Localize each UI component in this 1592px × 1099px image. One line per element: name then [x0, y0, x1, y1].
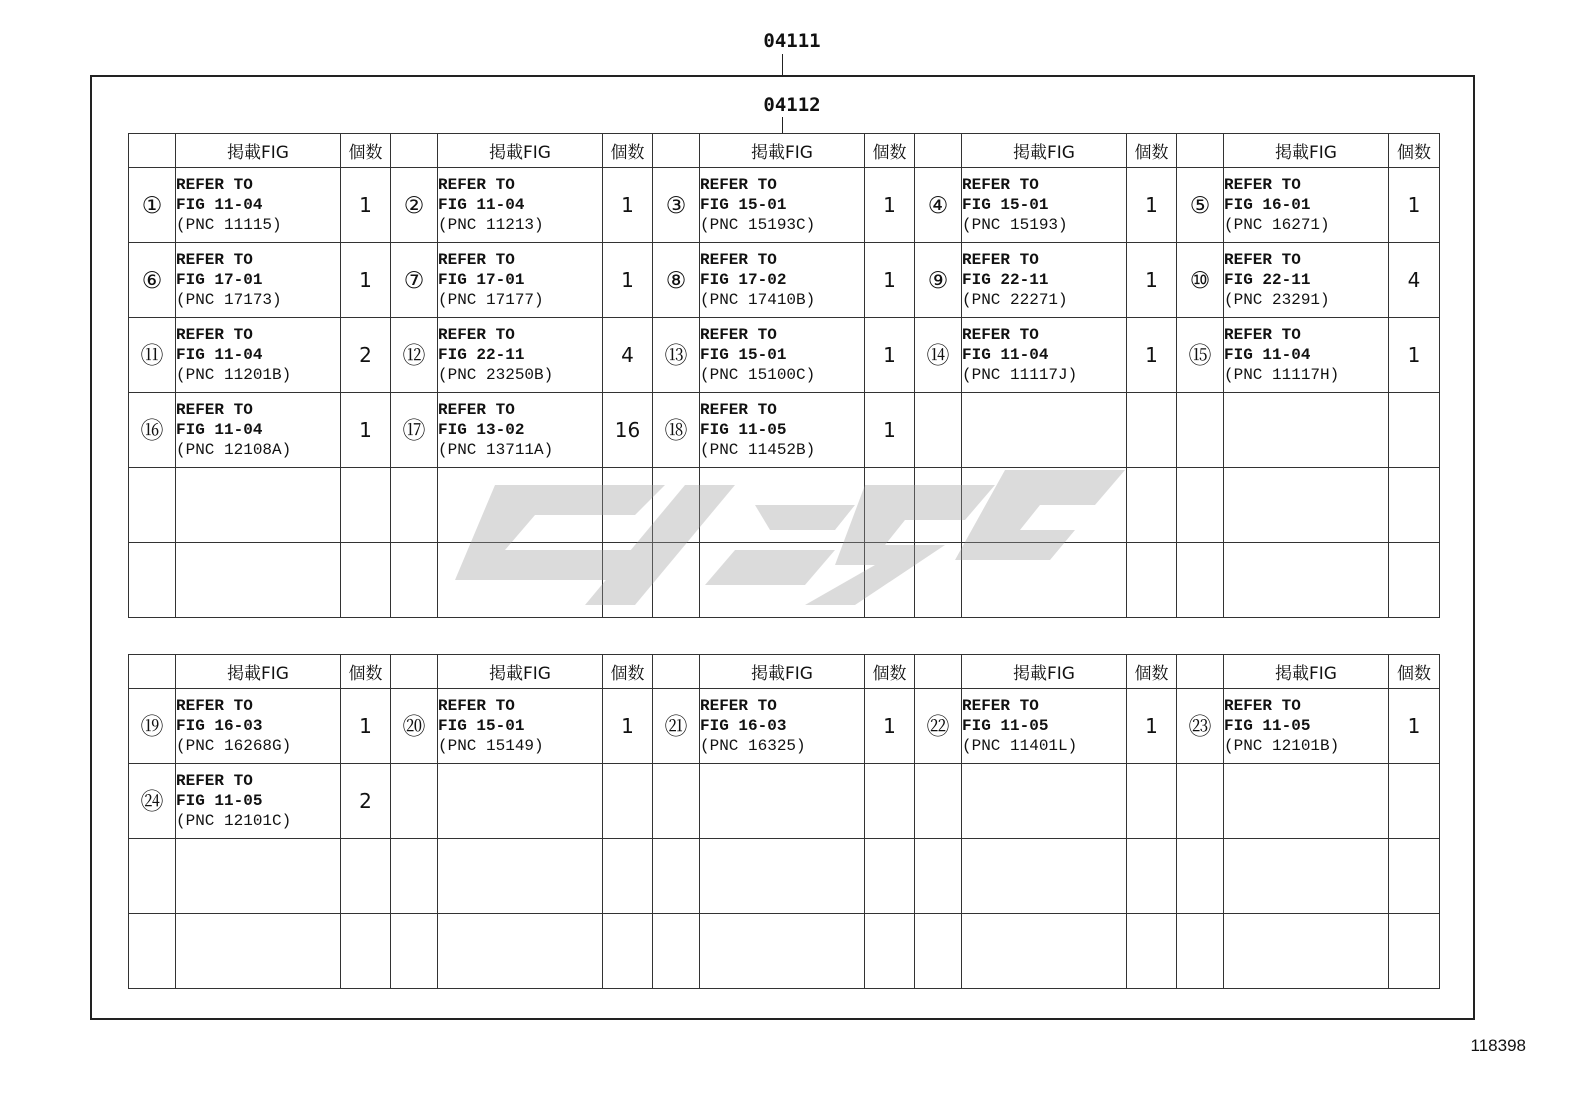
item-number-label: ⑮ [1188, 343, 1212, 369]
fig-reference-line3: (PNC 16268G) [176, 737, 292, 755]
quantity-value [1127, 393, 1177, 468]
table-row [129, 914, 1440, 989]
fig-reference-line3: (PNC 11401L) [962, 737, 1078, 755]
fig-reference-line1: REFER TO [962, 326, 1039, 344]
item-number [653, 393, 700, 468]
quantity-value: 1 [1389, 168, 1440, 243]
fig-reference [700, 468, 865, 543]
fig-reference [962, 168, 1127, 243]
fig-reference-line1: REFER TO [1224, 697, 1301, 715]
fig-reference-line2: FIG 15-01 [700, 346, 787, 364]
item-number [391, 318, 438, 393]
fig-reference [176, 914, 341, 989]
fig-reference [438, 393, 603, 468]
fig-reference-line3: (PNC 11117H) [1224, 366, 1340, 384]
fig-reference-line2: FIG 11-05 [176, 792, 263, 810]
item-number [653, 914, 700, 989]
item-number-label: ⑨ [927, 268, 949, 294]
fig-reference [438, 764, 603, 839]
quantity-value [865, 543, 915, 618]
quantity-value [1389, 543, 1440, 618]
fig-reference-line1: REFER TO [438, 326, 515, 344]
fig-reference [1224, 689, 1389, 764]
fig-reference-line2: FIG 11-04 [962, 346, 1049, 364]
item-number-label: ⑰ [402, 418, 426, 444]
item-number [1177, 468, 1224, 543]
fig-reference [962, 243, 1127, 318]
quantity-value: 1 [865, 168, 915, 243]
quantity-value: 1 [603, 168, 653, 243]
fig-reference-line2: FIG 11-05 [700, 421, 787, 439]
fig-reference [700, 764, 865, 839]
fig-reference-line2: FIG 15-01 [700, 196, 787, 214]
table-header-row [129, 134, 1440, 168]
item-number [653, 839, 700, 914]
item-number [1177, 393, 1224, 468]
item-number [653, 543, 700, 618]
fig-reference-line1: REFER TO [176, 401, 253, 419]
item-number [1177, 243, 1224, 318]
header-blank-cell [1177, 134, 1224, 168]
item-number-label: ③ [665, 193, 687, 219]
item-number [915, 839, 962, 914]
fig-reference [700, 839, 865, 914]
item-number [129, 764, 176, 839]
fig-reference-line2: FIG 17-01 [438, 271, 525, 289]
fig-reference-line2: FIG 22-11 [962, 271, 1049, 289]
item-number [391, 243, 438, 318]
quantity-value: 2 [341, 764, 391, 839]
fig-reference-line1: REFER TO [176, 697, 253, 715]
item-number [129, 468, 176, 543]
fig-reference-line3: (PNC 11117J) [962, 366, 1078, 384]
quantity-value: 1 [1127, 243, 1177, 318]
header-fig-label: 掲載FIG [438, 134, 603, 168]
fig-reference-line3: (PNC 23250B) [438, 366, 554, 384]
fig-reference-line1: REFER TO [700, 326, 777, 344]
item-number [391, 468, 438, 543]
header-qty-label: 個数 [603, 655, 653, 689]
fig-reference [962, 839, 1127, 914]
quantity-value [1127, 764, 1177, 839]
fig-reference [438, 543, 603, 618]
quantity-value: 16 [603, 393, 653, 468]
item-number [915, 689, 962, 764]
table-header-row [129, 655, 1440, 689]
fig-reference-line3: (PNC 12101B) [1224, 737, 1340, 755]
item-number-label: ④ [927, 193, 949, 219]
fig-reference-line2: FIG 16-03 [700, 717, 787, 735]
fig-reference-line3: (PNC 15149) [438, 737, 544, 755]
header-qty-label: 個数 [865, 134, 915, 168]
item-number [1177, 764, 1224, 839]
item-number-label: ② [403, 193, 425, 219]
fig-reference [438, 243, 603, 318]
quantity-value [341, 914, 391, 989]
table-row [129, 468, 1440, 543]
quantity-value [865, 764, 915, 839]
header-blank-cell [1177, 655, 1224, 689]
fig-reference [438, 318, 603, 393]
fig-reference-line3: (PNC 17410B) [700, 291, 816, 309]
item-number-label: ⑥ [141, 268, 163, 294]
table-row [129, 764, 1440, 839]
item-number [1177, 689, 1224, 764]
quantity-value: 1 [341, 243, 391, 318]
fig-reference-line2: FIG 11-05 [1224, 717, 1311, 735]
fig-reference [962, 468, 1127, 543]
item-number [915, 243, 962, 318]
item-number-label: ⑫ [402, 343, 426, 369]
item-number [129, 914, 176, 989]
quantity-value: 1 [603, 243, 653, 318]
fig-reference-line2: FIG 17-01 [176, 271, 263, 289]
quantity-value [1127, 468, 1177, 543]
fig-reference-line1: REFER TO [1224, 251, 1301, 269]
fig-reference-line1: REFER TO [1224, 176, 1301, 194]
fig-reference [176, 168, 341, 243]
header-qty-label: 個数 [1389, 134, 1440, 168]
item-number-label: ⑱ [664, 418, 688, 444]
header-blank-cell [391, 655, 438, 689]
fig-reference [176, 839, 341, 914]
header-blank-cell [915, 655, 962, 689]
header-blank-cell [653, 655, 700, 689]
header-fig-label: 掲載FIG [438, 655, 603, 689]
item-number [129, 839, 176, 914]
header-qty-label: 個数 [865, 655, 915, 689]
fig-reference-line2: FIG 16-03 [176, 717, 263, 735]
fig-reference-line3: (PNC 15193C) [700, 216, 816, 234]
header-qty-label: 個数 [1127, 134, 1177, 168]
quantity-value [1389, 468, 1440, 543]
fig-reference-line3: (PNC 15193) [962, 216, 1068, 234]
fig-reference [700, 318, 865, 393]
item-number [653, 318, 700, 393]
fig-reference [176, 468, 341, 543]
fig-reference [438, 839, 603, 914]
fig-reference-line2: FIG 11-04 [438, 196, 525, 214]
fig-reference [1224, 393, 1389, 468]
fig-reference [176, 764, 341, 839]
header-blank-cell [653, 134, 700, 168]
fig-reference [700, 393, 865, 468]
fig-reference-line1: REFER TO [438, 251, 515, 269]
fig-reference-line3: (PNC 12108A) [176, 441, 292, 459]
header-fig-label: 掲載FIG [700, 655, 865, 689]
quantity-value: 1 [1389, 689, 1440, 764]
parts-reference-table-2 [128, 654, 1440, 989]
fig-reference-line2: FIG 11-04 [176, 421, 263, 439]
fig-reference [176, 318, 341, 393]
quantity-value [865, 914, 915, 989]
item-number [653, 764, 700, 839]
fig-reference-line2: FIG 11-04 [1224, 346, 1311, 364]
fig-reference [1224, 468, 1389, 543]
fig-reference [962, 914, 1127, 989]
header-qty-label: 個数 [603, 134, 653, 168]
item-number [1177, 839, 1224, 914]
item-number [1177, 168, 1224, 243]
quantity-value [865, 839, 915, 914]
quantity-value: 1 [1127, 168, 1177, 243]
fig-reference-line3: (PNC 15100C) [700, 366, 816, 384]
fig-reference-line1: REFER TO [700, 697, 777, 715]
fig-reference-line1: REFER TO [438, 697, 515, 715]
fig-reference-line1: REFER TO [962, 697, 1039, 715]
fig-reference-line3: (PNC 11201B) [176, 366, 292, 384]
fig-reference [962, 764, 1127, 839]
fig-reference [176, 243, 341, 318]
fig-reference-line1: REFER TO [700, 251, 777, 269]
fig-reference [700, 689, 865, 764]
fig-reference-line1: REFER TO [700, 176, 777, 194]
item-number [391, 393, 438, 468]
table-row [129, 168, 1440, 243]
item-number-label: ⑤ [1189, 193, 1211, 219]
item-number [391, 543, 438, 618]
header-fig-label: 掲載FIG [700, 134, 865, 168]
fig-reference-line2: FIG 13-02 [438, 421, 525, 439]
item-number [915, 393, 962, 468]
fig-reference [1224, 318, 1389, 393]
fig-reference [700, 168, 865, 243]
fig-reference-line2: FIG 17-02 [700, 271, 787, 289]
quantity-value: 1 [1389, 318, 1440, 393]
item-number [653, 168, 700, 243]
quantity-value: 1 [603, 689, 653, 764]
item-number-label: ① [141, 193, 163, 219]
fig-reference-line2: FIG 11-05 [962, 717, 1049, 735]
fig-reference-line3: (PNC 22271) [962, 291, 1068, 309]
fig-reference-line1: REFER TO [176, 326, 253, 344]
item-number-label: ⑪ [140, 343, 164, 369]
item-number-label: ㉓ [1188, 714, 1212, 740]
header-blank-cell [391, 134, 438, 168]
item-number [1177, 914, 1224, 989]
header-fig-label: 掲載FIG [1224, 134, 1389, 168]
fig-reference [1224, 764, 1389, 839]
fig-reference-line3: (PNC 23291) [1224, 291, 1330, 309]
item-number [1177, 318, 1224, 393]
fig-reference-line1: REFER TO [962, 176, 1039, 194]
quantity-value [1389, 393, 1440, 468]
quantity-value [865, 468, 915, 543]
item-number-label: ⑭ [926, 343, 950, 369]
header-fig-label: 掲載FIG [176, 134, 341, 168]
fig-reference-line2: FIG 11-04 [176, 346, 263, 364]
fig-reference [176, 689, 341, 764]
quantity-value [1389, 914, 1440, 989]
quantity-value: 1 [341, 689, 391, 764]
header-qty-label: 個数 [341, 134, 391, 168]
fig-reference [438, 689, 603, 764]
header-fig-label: 掲載FIG [962, 655, 1127, 689]
parts-reference-table-1 [128, 133, 1440, 618]
fig-reference [438, 468, 603, 543]
fig-reference-line2: FIG 15-01 [962, 196, 1049, 214]
fig-reference [700, 243, 865, 318]
fig-reference [438, 914, 603, 989]
quantity-value: 1 [1127, 318, 1177, 393]
quantity-value: 4 [603, 318, 653, 393]
quantity-value: 1 [865, 318, 915, 393]
item-number [653, 243, 700, 318]
fig-reference-line1: REFER TO [700, 401, 777, 419]
fig-reference [176, 543, 341, 618]
header-fig-label: 掲載FIG [1224, 655, 1389, 689]
fig-reference-line3: (PNC 17173) [176, 291, 282, 309]
fig-reference-line3: (PNC 11452B) [700, 441, 816, 459]
header-qty-label: 個数 [341, 655, 391, 689]
fig-reference [962, 318, 1127, 393]
quantity-value [1127, 839, 1177, 914]
assembly-label-04111: 04111 [763, 30, 821, 52]
quantity-value [1127, 914, 1177, 989]
fig-reference-line1: REFER TO [176, 176, 253, 194]
quantity-value [341, 839, 391, 914]
item-number [129, 243, 176, 318]
fig-reference [438, 168, 603, 243]
quantity-value: 1 [1127, 689, 1177, 764]
item-number [915, 168, 962, 243]
item-number-label: ⑬ [664, 343, 688, 369]
item-number [391, 839, 438, 914]
fig-reference [700, 914, 865, 989]
item-number [391, 168, 438, 243]
quantity-value: 1 [865, 243, 915, 318]
leader-line-inner [782, 117, 783, 134]
table-row [129, 689, 1440, 764]
quantity-value [1389, 764, 1440, 839]
header-qty-label: 個数 [1389, 655, 1440, 689]
fig-reference-line3: (PNC 11115) [176, 216, 282, 234]
table-row [129, 243, 1440, 318]
item-number [129, 168, 176, 243]
quantity-value [603, 764, 653, 839]
item-number [391, 764, 438, 839]
item-number [915, 914, 962, 989]
table-row [129, 839, 1440, 914]
fig-reference-line2: FIG 22-11 [438, 346, 525, 364]
item-number [391, 689, 438, 764]
item-number [653, 689, 700, 764]
header-blank-cell [129, 655, 176, 689]
item-number [915, 764, 962, 839]
assembly-label-04112: 04112 [763, 94, 821, 116]
fig-reference-line1: REFER TO [176, 251, 253, 269]
fig-reference [1224, 839, 1389, 914]
fig-reference-line3: (PNC 11213) [438, 216, 544, 234]
fig-reference-line3: (PNC 17177) [438, 291, 544, 309]
item-number [129, 318, 176, 393]
fig-reference-line1: REFER TO [962, 251, 1039, 269]
fig-reference-line1: REFER TO [438, 176, 515, 194]
quantity-value [603, 468, 653, 543]
item-number [129, 543, 176, 618]
item-number-label: ⑳ [402, 714, 426, 740]
fig-reference [962, 543, 1127, 618]
quantity-value: 1 [341, 393, 391, 468]
quantity-value: 1 [341, 168, 391, 243]
fig-reference-line2: FIG 16-01 [1224, 196, 1311, 214]
table-row [129, 393, 1440, 468]
item-number [915, 318, 962, 393]
item-number-label: ⑯ [140, 418, 164, 444]
quantity-value [1389, 839, 1440, 914]
item-number [653, 468, 700, 543]
fig-reference-line2: FIG 22-11 [1224, 271, 1311, 289]
item-number-label: ⑲ [140, 714, 164, 740]
item-number-label: ⑩ [1189, 268, 1211, 294]
fig-reference-line1: REFER TO [1224, 326, 1301, 344]
quantity-value: 2 [341, 318, 391, 393]
fig-reference-line1: REFER TO [438, 401, 515, 419]
fig-reference [962, 393, 1127, 468]
header-fig-label: 掲載FIG [176, 655, 341, 689]
item-number [915, 468, 962, 543]
header-blank-cell [129, 134, 176, 168]
leader-line-top [782, 54, 783, 75]
fig-reference [176, 393, 341, 468]
table-row [129, 543, 1440, 618]
item-number [129, 689, 176, 764]
fig-reference-line2: FIG 11-04 [176, 196, 263, 214]
item-number [915, 543, 962, 618]
fig-reference-line3: (PNC 16271) [1224, 216, 1330, 234]
header-blank-cell [915, 134, 962, 168]
fig-reference-line3: (PNC 13711A) [438, 441, 554, 459]
table-row [129, 318, 1440, 393]
illustration-number: 118398 [1470, 1036, 1526, 1055]
quantity-value: 1 [865, 393, 915, 468]
item-number-label: ㉔ [140, 789, 164, 815]
quantity-value: 1 [865, 689, 915, 764]
item-number-label: ⑧ [665, 268, 687, 294]
quantity-value [341, 543, 391, 618]
item-number-label: ㉒ [926, 714, 950, 740]
fig-reference-line2: FIG 15-01 [438, 717, 525, 735]
fig-reference [1224, 543, 1389, 618]
quantity-value [603, 914, 653, 989]
fig-reference-line3: (PNC 16325) [700, 737, 806, 755]
quantity-value [603, 543, 653, 618]
fig-reference-line1: REFER TO [176, 772, 253, 790]
item-number-label: ⑦ [403, 268, 425, 294]
fig-reference-line3: (PNC 12101C) [176, 812, 292, 830]
fig-reference [1224, 168, 1389, 243]
quantity-value [341, 468, 391, 543]
fig-reference [1224, 243, 1389, 318]
header-fig-label: 掲載FIG [962, 134, 1127, 168]
item-number-label: ㉑ [664, 714, 688, 740]
fig-reference [700, 543, 865, 618]
fig-reference [962, 689, 1127, 764]
item-number [1177, 543, 1224, 618]
quantity-value [603, 839, 653, 914]
item-number [129, 393, 176, 468]
header-qty-label: 個数 [1127, 655, 1177, 689]
fig-reference [1224, 914, 1389, 989]
item-number [391, 914, 438, 989]
quantity-value: 4 [1389, 243, 1440, 318]
quantity-value [1127, 543, 1177, 618]
